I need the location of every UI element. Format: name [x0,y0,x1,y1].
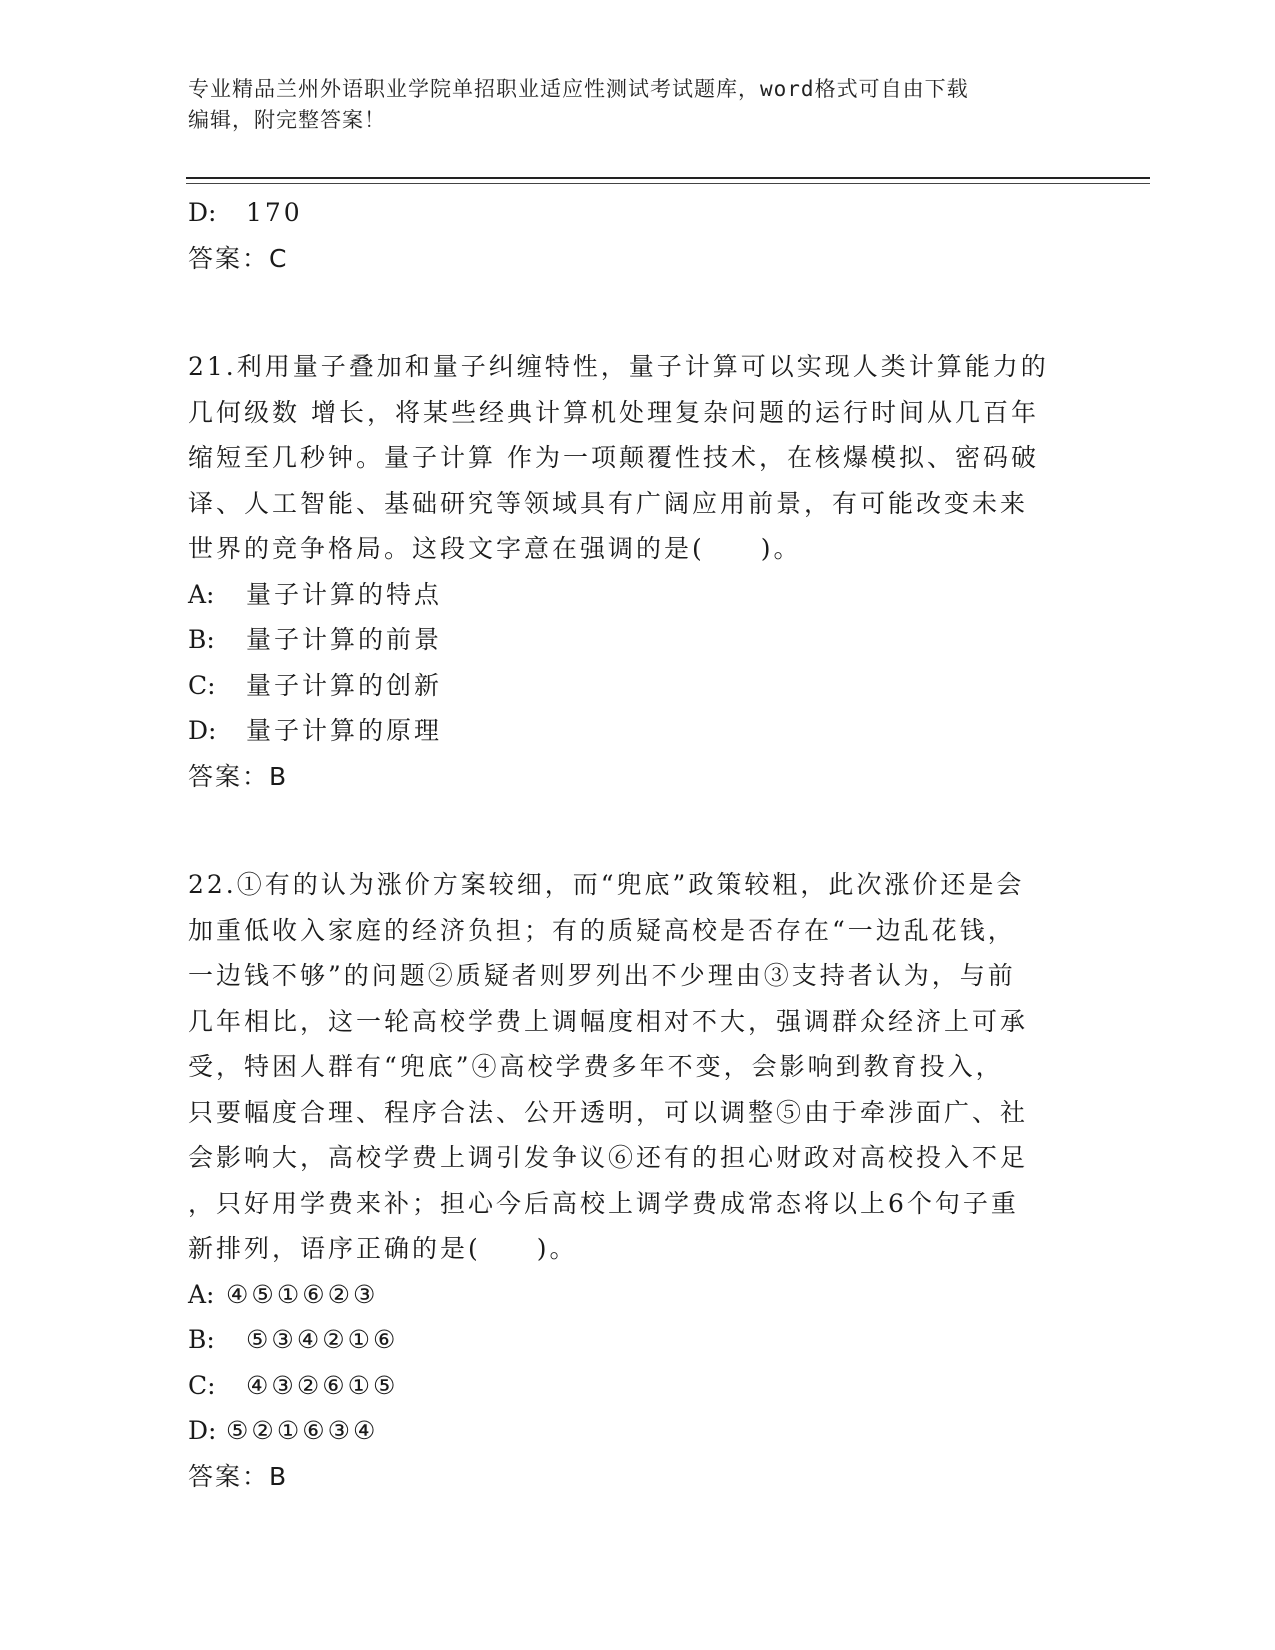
option-text: 量子计算的前景 [246,625,443,654]
option-text: ⑤③④②①⑥ [246,1325,399,1354]
prev-option-d [188,190,1088,236]
question-line: 缩短至几秒钟。量子计算 作为一项颠覆性技术，在核爆模拟、密码破 [188,443,1039,472]
question-line: 受，特困人群有“兜底”④高校学费多年不变，会影响到教育投入， [188,1052,1004,1081]
question-line: 译、人工智能、基础研究等领域具有广阔应用前景，有可能改变未来 [188,488,1029,518]
option-letter: C: [188,670,216,700]
option-letter: A: [188,1279,215,1309]
option-letter: B: [188,625,215,654]
q21-answer: 答案：B [188,761,289,791]
header-line-1: 专业精品兰州外语职业学院单招职业适应性测试考试题库，word格式可自由下载 [188,77,969,101]
q21-option-c [188,663,1088,709]
q22-option-b [188,1317,1088,1363]
question-line: 只要幅度合理、程序合法、公开透明，可以调整⑤由于牵涉面广、社 [188,1097,1029,1127]
question-line: 几何级数 增长，将某些经典计算机处理复杂问题的运行时间从几百年 [188,397,1039,427]
question-line: 世界的竞争格局。这段文字意在强调的是( )。 [188,534,802,563]
option-text: ④③②⑥①⑤ [246,1370,399,1400]
question-line: 加重低收入家庭的经济负担；有的质疑高校是否存在“一边乱花钱， [188,915,1016,945]
option-text: 量子计算的原理 [246,716,443,745]
q22-option-c [188,1363,1088,1409]
spacer [188,281,1088,344]
spacer [188,799,1088,862]
q21-option-a [188,572,1088,618]
option-letter: B: [188,1325,215,1354]
question-line: 新排列，语序正确的是( )。 [188,1234,578,1263]
header-rule-thick [186,177,1150,179]
option-text: ④⑤①⑥②③ [226,1279,379,1309]
option-letter: A: [188,579,215,609]
header-line-2: 编辑，附完整答案！ [188,108,386,132]
option-text: ⑤②①⑥③④ [226,1416,379,1445]
question-22 [188,862,1088,1499]
header-rule-thin [186,183,1150,184]
q22-option-d [188,1408,1088,1454]
question-line: 22.①有的认为涨价方案较细，而“兜底”政策较粗，此次涨价还是会 [188,870,1025,899]
option-letter: D: [188,716,217,745]
question-line: 21.利用量子叠加和量子纠缠特性，量子计算可以实现人类计算能力的 [188,352,1049,381]
prev-answer: 答案：C [188,243,289,273]
q21-option-b [188,617,1088,663]
option-letter: D: [188,198,217,227]
q22-option-a [188,1272,1088,1318]
option-text: 量子计算的创新 [246,670,443,700]
question-21 [188,344,1088,799]
page-header [188,74,1068,136]
document-body [188,190,1088,1499]
option-letter: C: [188,1370,216,1400]
question-line: 会影响大，高校学费上调引发争议⑥还有的担心财政对高校投入不足 [188,1143,1029,1172]
q22-answer: 答案：B [188,1461,289,1491]
option-text: 170 [246,198,303,227]
question-line: 几年相比，这一轮高校学费上调幅度相对不大，强调群众经济上可承 [188,1006,1029,1036]
option-letter: D: [188,1416,217,1445]
q21-option-d [188,708,1088,754]
option-text: 量子计算的特点 [246,579,443,609]
question-line: ，只好用学费来补；担心今后高校上调学费成常态将以上6个句子重 [188,1188,1019,1218]
question-line: 一边钱不够”的问题②质疑者则罗列出不少理由③支持者认为，与前 [188,961,1016,990]
